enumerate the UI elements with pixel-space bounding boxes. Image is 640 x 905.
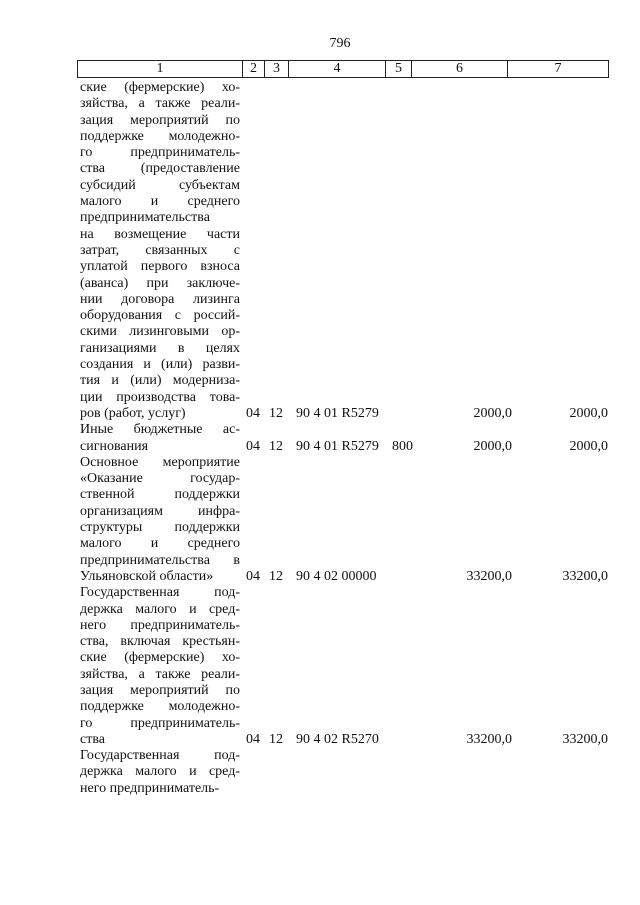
description-line: него предприниматель-: [80, 617, 240, 633]
row-description: [80, 585, 240, 748]
target-article-code: 90 4 01 R5279: [296, 405, 379, 421]
table-row: [0, 585, 640, 748]
amount-year-1: 33200,0: [466, 568, 512, 584]
description-line: уплатой первого взноса: [80, 259, 240, 275]
description-line: зация мероприятий по: [80, 682, 240, 698]
description-line: Государственная под-: [80, 585, 240, 601]
section-code: 04: [246, 731, 260, 747]
description-line: Государственная под-: [80, 748, 240, 764]
description-line: сигнования: [80, 438, 149, 454]
description-line: нии договора лизинга: [80, 291, 240, 307]
description-line: ции производства това-: [80, 389, 240, 405]
row-codes: [0, 569, 640, 585]
description-line: зяйства, а также реали-: [80, 96, 240, 112]
description-line: затрат, связанных с: [80, 242, 240, 258]
description-line: зяйства, а также реали-: [80, 666, 240, 682]
description-line: на возмещение части: [80, 226, 240, 242]
header-col-6: 6: [412, 61, 508, 77]
section-code: 04: [246, 568, 260, 584]
description-line: ства: [80, 731, 105, 747]
row-description: [80, 80, 240, 422]
description-line: держка малого и сред-: [80, 601, 240, 617]
subsection-code: 12: [269, 405, 283, 421]
amount-year-1: 2000,0: [473, 405, 512, 421]
description-line: ственной поддержки: [80, 487, 240, 503]
subsection-code: 12: [269, 568, 283, 584]
row-codes: [0, 732, 640, 748]
subsection-code: 12: [269, 731, 283, 747]
description-line: ства, включая крестьян-: [80, 634, 240, 650]
subsection-code: 12: [269, 438, 283, 454]
description-line: малого и среднего: [80, 194, 240, 210]
amount-year-1: 2000,0: [473, 438, 512, 454]
description-line: го предприниматель-: [80, 715, 240, 731]
description-line: создания и (или) разви-: [80, 357, 240, 373]
description-line: поддержке молодежно-: [80, 699, 240, 715]
target-article-code: 90 4 01 R5279: [296, 438, 379, 454]
description-line: него предприниматель-: [80, 780, 220, 796]
description-line: субсидий субъектам: [80, 177, 240, 193]
row-codes: [0, 781, 640, 797]
description-line: «Оказание государ-: [80, 471, 240, 487]
amount-year-2: 2000,0: [569, 405, 608, 421]
description-line: Основное мероприятие: [80, 454, 240, 470]
description-line: ские (фермерские) хо-: [80, 650, 240, 666]
description-line: держка малого и сред-: [80, 764, 240, 780]
description-line: Иные бюджетные ас-: [80, 422, 240, 438]
row-codes: [0, 406, 640, 422]
description-line: го предприниматель-: [80, 145, 240, 161]
header-col-2: 2: [243, 61, 265, 77]
page-number: 796: [329, 36, 351, 51]
section-code: 04: [246, 438, 260, 454]
description-line: оборудования с россий-: [80, 308, 240, 324]
target-article-code: 90 4 02 R5270: [296, 731, 379, 747]
header-col-7: 7: [554, 61, 562, 76]
table-row: [0, 748, 640, 797]
row-description: [80, 455, 240, 585]
row-codes: [0, 439, 640, 455]
description-line: ров (работ, услуг): [80, 405, 186, 421]
table-row: [0, 422, 640, 455]
amount-year-2: 33200,0: [562, 731, 608, 747]
amount-year-2: 33200,0: [562, 568, 608, 584]
target-article-code: 90 4 02 00000: [296, 568, 377, 584]
description-line: (аванса) при заключе-: [80, 275, 240, 291]
expense-type-code: 800: [392, 438, 413, 454]
description-line: поддержке молодежно-: [80, 128, 240, 144]
description-line: малого и среднего: [80, 536, 240, 552]
header-col-4: 4: [289, 61, 386, 77]
section-code: 04: [246, 405, 260, 421]
table-row: [0, 455, 640, 585]
description-line: ские (фермерские) хо-: [80, 80, 240, 95]
description-line: зация мероприятий по: [80, 112, 240, 128]
description-line: ганизациями в целях: [80, 340, 240, 356]
amount-year-2: 2000,0: [569, 438, 608, 454]
description-line: ства (предоставление: [80, 161, 240, 177]
description-line: тия и (или) модерниза-: [80, 373, 240, 389]
header-col-3: 3: [265, 61, 289, 77]
table-row: [0, 80, 640, 422]
description-line: организациям инфра-: [80, 503, 240, 519]
table-body: [0, 80, 640, 797]
description-line: предпринимательства: [80, 210, 210, 226]
amount-year-1: 33200,0: [466, 731, 512, 747]
header-col-1: 1: [78, 61, 243, 77]
header-col-5: 5: [386, 61, 412, 77]
description-line: структуры поддержки: [80, 520, 240, 536]
table-header: [77, 60, 609, 78]
description-line: Ульяновской области»: [80, 568, 214, 584]
description-line: скими лизинговыми ор-: [80, 324, 240, 340]
description-line: предпринимательства в: [80, 552, 240, 568]
